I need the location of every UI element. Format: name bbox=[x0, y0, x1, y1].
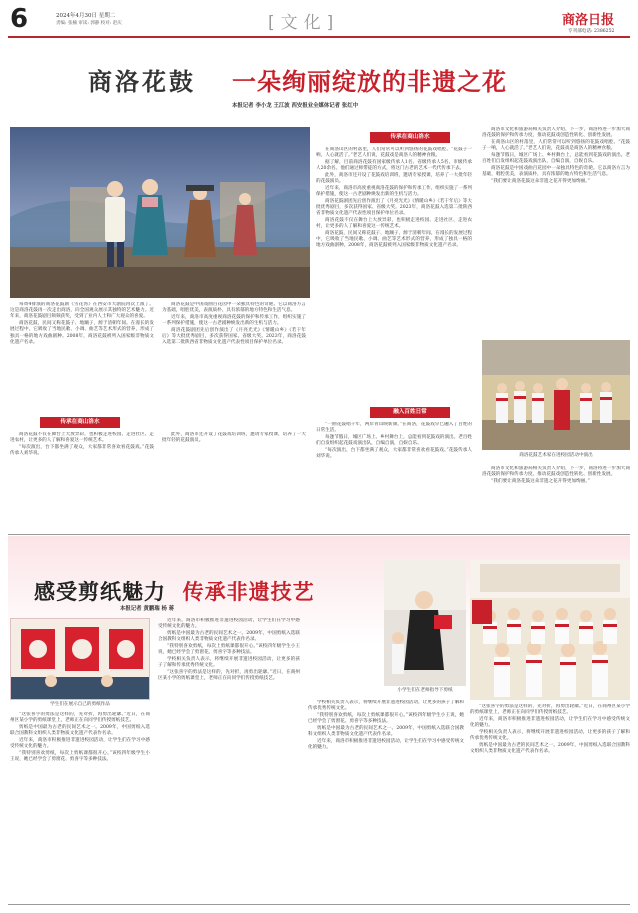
article1-col3b bbox=[162, 432, 306, 530]
issue-date: 2024年4月30日 星期二 bbox=[56, 13, 116, 19]
article1-col4 bbox=[316, 147, 472, 399]
article1-title: 一朵绚丽绽放的非遗之花 bbox=[232, 67, 507, 96]
paragraph: 在商洛山区的村落里，人们常常可以听到悠扬的花鼓戏唱腔。“花鼓子一响，人心就活了。”老艺人们说，花鼓戏是商洛人的精神食粮。 bbox=[482, 139, 630, 152]
paragraph: 每周4排演的商洛花鼓剧《雪花汤》在西安市大剧院再次上演了。这是商洛花鼓再一次走出商洛，向全国观众展示其独特的艺术魅力。近年来，商洛花鼓剧目频频获奖，受到了业内人士和广大观众的喜爱。 bbox=[10, 302, 154, 320]
paragraph: 近年来，商洛市积极推进非遗进校园活动，让学生们在学习中感受传统文化的魅力。 bbox=[10, 737, 150, 750]
article1-col3 bbox=[10, 432, 154, 530]
article2-title bbox=[34, 576, 315, 606]
paragraph: 商洛花鼓不仅在舞台上大放异彩，也积极走进校园、走进社区、走进农村，让更多的人了解和喜爱这一传统艺术。 bbox=[316, 217, 472, 229]
paragraph: “我们要让商洛花鼓这朵非遗之花开得更加绚丽。” bbox=[491, 178, 590, 184]
paragraph: “我特别喜欢剪纸，每次上剪纸课都很开心。”该校四年级学生小王说，她已经学会了剪窗花、剪喜字等多种技法。 bbox=[158, 643, 300, 656]
article2-col4 bbox=[470, 704, 630, 900]
footer-rule bbox=[8, 904, 630, 905]
papercut-photo bbox=[10, 618, 150, 700]
paragraph: “我们要让商洛花鼓这朵非遗之花开得更加绚丽。” bbox=[491, 478, 590, 484]
paragraph: 据了解，目前商洛花鼓有国家级传承人1名、省级传承人5名、市级传承人20余名。他们通过师带徒的方式，将这门古老的艺术一代代传承下去。 bbox=[316, 159, 472, 172]
page-header bbox=[0, 0, 638, 40]
paragraph: 近年来，商洛市高度重视商洛花鼓的保护和传承工作，组织实施了一系列保护措施，使这一古老剧种焕发出新的生机与活力。 bbox=[316, 185, 472, 197]
article2-col3 bbox=[308, 700, 464, 900]
paragraph: 商洛花鼓，民间又称花鼓子、地蹦子，源于清朝年间。在漫长的发展过程中，它吸收了当地民歌、小调、曲艺等艺术形式的营养，形成了独具一格的地方戏曲剧种。2008年，商洛花鼓被列入国家级非物质文化遗产名录。 bbox=[10, 321, 154, 345]
paragraph: 剪纸是中国最为古老的民间艺术之一。2009年，中国剪纸入选联合国教科文组织人类非物质文化遗产代表作名录。 bbox=[158, 630, 300, 643]
article1-col7 bbox=[482, 466, 630, 530]
teacher-scene-image bbox=[384, 560, 466, 686]
paragraph: “我特别喜欢剪纸，每次上剪纸课都很开心。”该校四年级学生小王说，她已经学会了剪窗花、剪喜字等多种技法。 bbox=[10, 750, 150, 762]
paragraph: 学校相关负责人表示，将继续开展非遗进校园活动，让更多的孩子了解和传承优秀传统文化。 bbox=[470, 729, 630, 742]
page-number: 6 bbox=[10, 4, 29, 34]
paragraph: 商洛市文化和旅游局相关负责人介绍，下一步，商洛将进一步加大商洛花鼓的保护和传承力度，推动花鼓戏创造性转化、创新性发展。 bbox=[482, 127, 630, 139]
article2-title-black: 感受剪纸魅力 bbox=[34, 579, 166, 604]
paragraph: 商洛花鼓是中国戏曲百花园中一朵独具特色的奇葩。它以商洛方言为基础，唱腔优美，表演质朴，具有浓郁的地方特色和生活气息。 bbox=[162, 302, 306, 314]
paragraph: 商洛花鼓是中国戏曲百花园中一朵独具特色的奇葩。它以商洛方言为基础，唱腔优美，表演质朴，具有浓郁的地方特色和生活气息。 bbox=[482, 165, 630, 177]
paragraph: 每逢节假日，城区广场上、乡村舞台上，总能看到花鼓戏的演出。老百姓们自发组织起花鼓戏演出队，自编自演，自娱自乐。 bbox=[316, 434, 472, 447]
paragraph: “这张喜字的剪法是这样的，先对折，再剪出轮廓。”近日，在商州区某小学的剪纸课堂上，老师正在向同学们传授剪纸技艺。 bbox=[470, 704, 630, 716]
paragraph: “我特别喜欢剪纸，每次上剪纸课都很开心。”该校四年级学生小王说，她已经学会了剪窗花、剪喜字等多种技法。 bbox=[308, 712, 464, 725]
paragraph: 商洛花鼓不仅在舞台上大放异彩，也积极走进校园、走进社区、走进农村，让更多的人了解和喜爱这一传统艺术。 bbox=[10, 432, 154, 444]
paragraph: 近年来，商洛市积极推进非遗进校园活动，让学生们在学习中感受传统文化的魅力。 bbox=[308, 738, 464, 750]
paragraph: 每逢节假日，城区广场上、乡村舞台上，总能看到花鼓戏的演出。老百姓们自发组织起花鼓戏演出队，自编自演，自娱自乐。 bbox=[482, 152, 630, 165]
paragraph: 剪纸是中国最为古老的民间艺术之一。2009年，中国剪纸入选联合国教科文组织人类非物质文化遗产代表作名录。 bbox=[10, 724, 150, 737]
article2-title-red: 传承非遗技艺 bbox=[182, 579, 315, 604]
stage-scene-image bbox=[10, 127, 310, 298]
paragraph: 剪纸是中国最为古老的民间艺术之一。2009年，中国剪纸入选联合国教科文组织人类非物质文化遗产代表作名录。 bbox=[470, 742, 630, 754]
subhead-inheritance: 传承在商山洛水 bbox=[40, 417, 120, 428]
papercut-photo-caption: 学生们在展示自己的剪纸作品 bbox=[50, 702, 110, 707]
paragraph: “这张喜字的剪法是这样的，先对折，再剪出轮廓。”近日，在商州区某小学的剪纸课堂上，老师正在向同学们传授剪纸技艺。 bbox=[10, 712, 150, 724]
paragraph: “每次演出，台下都坐满了观众，大家都非常喜欢看花鼓戏。”花鼓传承人刘华说。 bbox=[10, 444, 154, 457]
article1-intro-left bbox=[10, 302, 154, 412]
article1-intro-right bbox=[162, 302, 306, 412]
paragraph: 近年来，商洛市高度重视商洛花鼓的保护和传承工作，组织实施了一系列保护措施，使这一古老剧种焕发出新的生机与活力。 bbox=[162, 314, 306, 327]
paragraph: “每次演出，台下都坐满了观众，大家都非常喜欢看花鼓戏。”花鼓传承人刘华说。 bbox=[316, 447, 472, 460]
paragraph: 近年来，商洛市积极推进非遗进校园活动，让学生们在学习中感受传统文化的魅力。 bbox=[470, 716, 630, 729]
campus-photo-caption: 商洛花鼓艺术家在进校园活动中演出 bbox=[519, 453, 593, 458]
paragraph: 学校相关负责人表示，将继续开展非遗进校园活动，让更多的孩子了解和传承优秀传统文化。 bbox=[308, 700, 464, 712]
article1-col5 bbox=[316, 422, 472, 530]
teacher-photo-caption: 小学生们在老师指导下剪纸 bbox=[397, 688, 453, 693]
section-divider bbox=[8, 534, 630, 535]
paragraph: 商洛花鼓剧团先后创作演出了《月亮光光》《情暖山乡》《若干年后》等大批优秀剧目，多次获得国家、省级大奖。2023年，商洛花鼓入选第二批陕西省非物质文化遗产代表性项目保护单位名录。 bbox=[162, 327, 306, 346]
paragraph: 此外，商洛市还开设了花鼓戏培训班，邀请专家授课，培养了一大批年轻的花鼓演员。 bbox=[162, 432, 306, 444]
paragraph: 商洛花鼓剧团先后创作演出了《月亮光光》《情暖山乡》《若干年后》等大批优秀剧目，多次获得国家、省级大奖。2023年，商洛花鼓入选第二批陕西省非物质文化遗产代表性项目保护单位名录。 bbox=[316, 198, 472, 217]
paragraph: “这张喜字的剪法是这样的，先对折，再剪出轮廓。”近日，在商州区某小学的剪纸课堂上，老师正在向同学们传授剪纸技艺。 bbox=[158, 669, 300, 681]
teacher-photo bbox=[384, 560, 466, 686]
header-rule bbox=[8, 36, 630, 38]
newspaper-logo: 商洛日报 bbox=[562, 13, 615, 28]
article1-col6 bbox=[482, 127, 630, 335]
subhead-shangluo-water: 传承在商山洛水 bbox=[370, 132, 450, 143]
article2-byline: 本报记者 黄鹏瑞 杨 蒋 bbox=[120, 606, 175, 612]
students-photo bbox=[470, 560, 630, 700]
paragraph: 商洛花鼓，民间又称花鼓子、地蹦子，源于清朝年间。在漫长的发展过程中，它吸收了当地民歌、小调、曲艺等艺术形式的营养，形成了独具一格的地方戏曲剧种。2008年，商洛花鼓被列入国家级非物质文化遗产名录。 bbox=[316, 230, 472, 249]
paragraph: 剪纸是中国最为古老的民间艺术之一。2009年，中国剪纸入选联合国教科文组织人类非物质文化遗产代表作名录。 bbox=[308, 725, 464, 738]
section-title: [文化] bbox=[268, 13, 340, 33]
article2-col1 bbox=[10, 712, 150, 900]
paragraph: 在商洛山区的村落里，人们常常可以听到悠扬的花鼓戏唱腔。“花鼓子一响，人心就活了。”老艺人们说，花鼓戏是商洛人的精神食粮。 bbox=[316, 147, 472, 159]
article1-byline: 本报记者 李小龙 王江波 西安报业全媒体记者 张红中 bbox=[232, 103, 359, 109]
stage-performance-photo bbox=[10, 127, 310, 298]
paragraph: 学校相关负责人表示，将继续开展非遗进校园活动，让更多的孩子了解和传承优秀传统文化。 bbox=[158, 656, 300, 668]
papercut-scene-image bbox=[11, 619, 150, 700]
editor-credits: 责编: 张楠 审读: 郭静 校对: 赵庆 bbox=[56, 21, 122, 26]
article2-col2 bbox=[158, 618, 300, 900]
department-phone: 专刊部电话: 2386252 bbox=[568, 29, 615, 34]
campus-performance-photo bbox=[482, 340, 630, 450]
paragraph: “一曲花鼓唱千年，两岸青山映新颜。”在商洛，花鼓戏早已融入了百姓的日常生活。 bbox=[316, 422, 472, 434]
subhead-daily-life: 融入百姓日常 bbox=[370, 407, 450, 418]
article1-kicker: 商洛花鼓 bbox=[88, 67, 196, 96]
paragraph: 近年来，商洛市积极推进非遗进校园活动，让学生们在学习中感受传统文化的魅力。 bbox=[158, 618, 300, 630]
paragraph: 商洛市文化和旅游局相关负责人介绍，下一步，商洛将进一步加大商洛花鼓的保护和传承力度，推动花鼓戏创造性转化、创新性发展。 bbox=[482, 466, 630, 478]
campus-scene-image bbox=[482, 340, 630, 450]
students-scene-image bbox=[470, 560, 630, 700]
paragraph: 此外，商洛市还开设了花鼓戏培训班，邀请专家授课，培养了一大批年轻的花鼓演员。 bbox=[316, 172, 472, 185]
